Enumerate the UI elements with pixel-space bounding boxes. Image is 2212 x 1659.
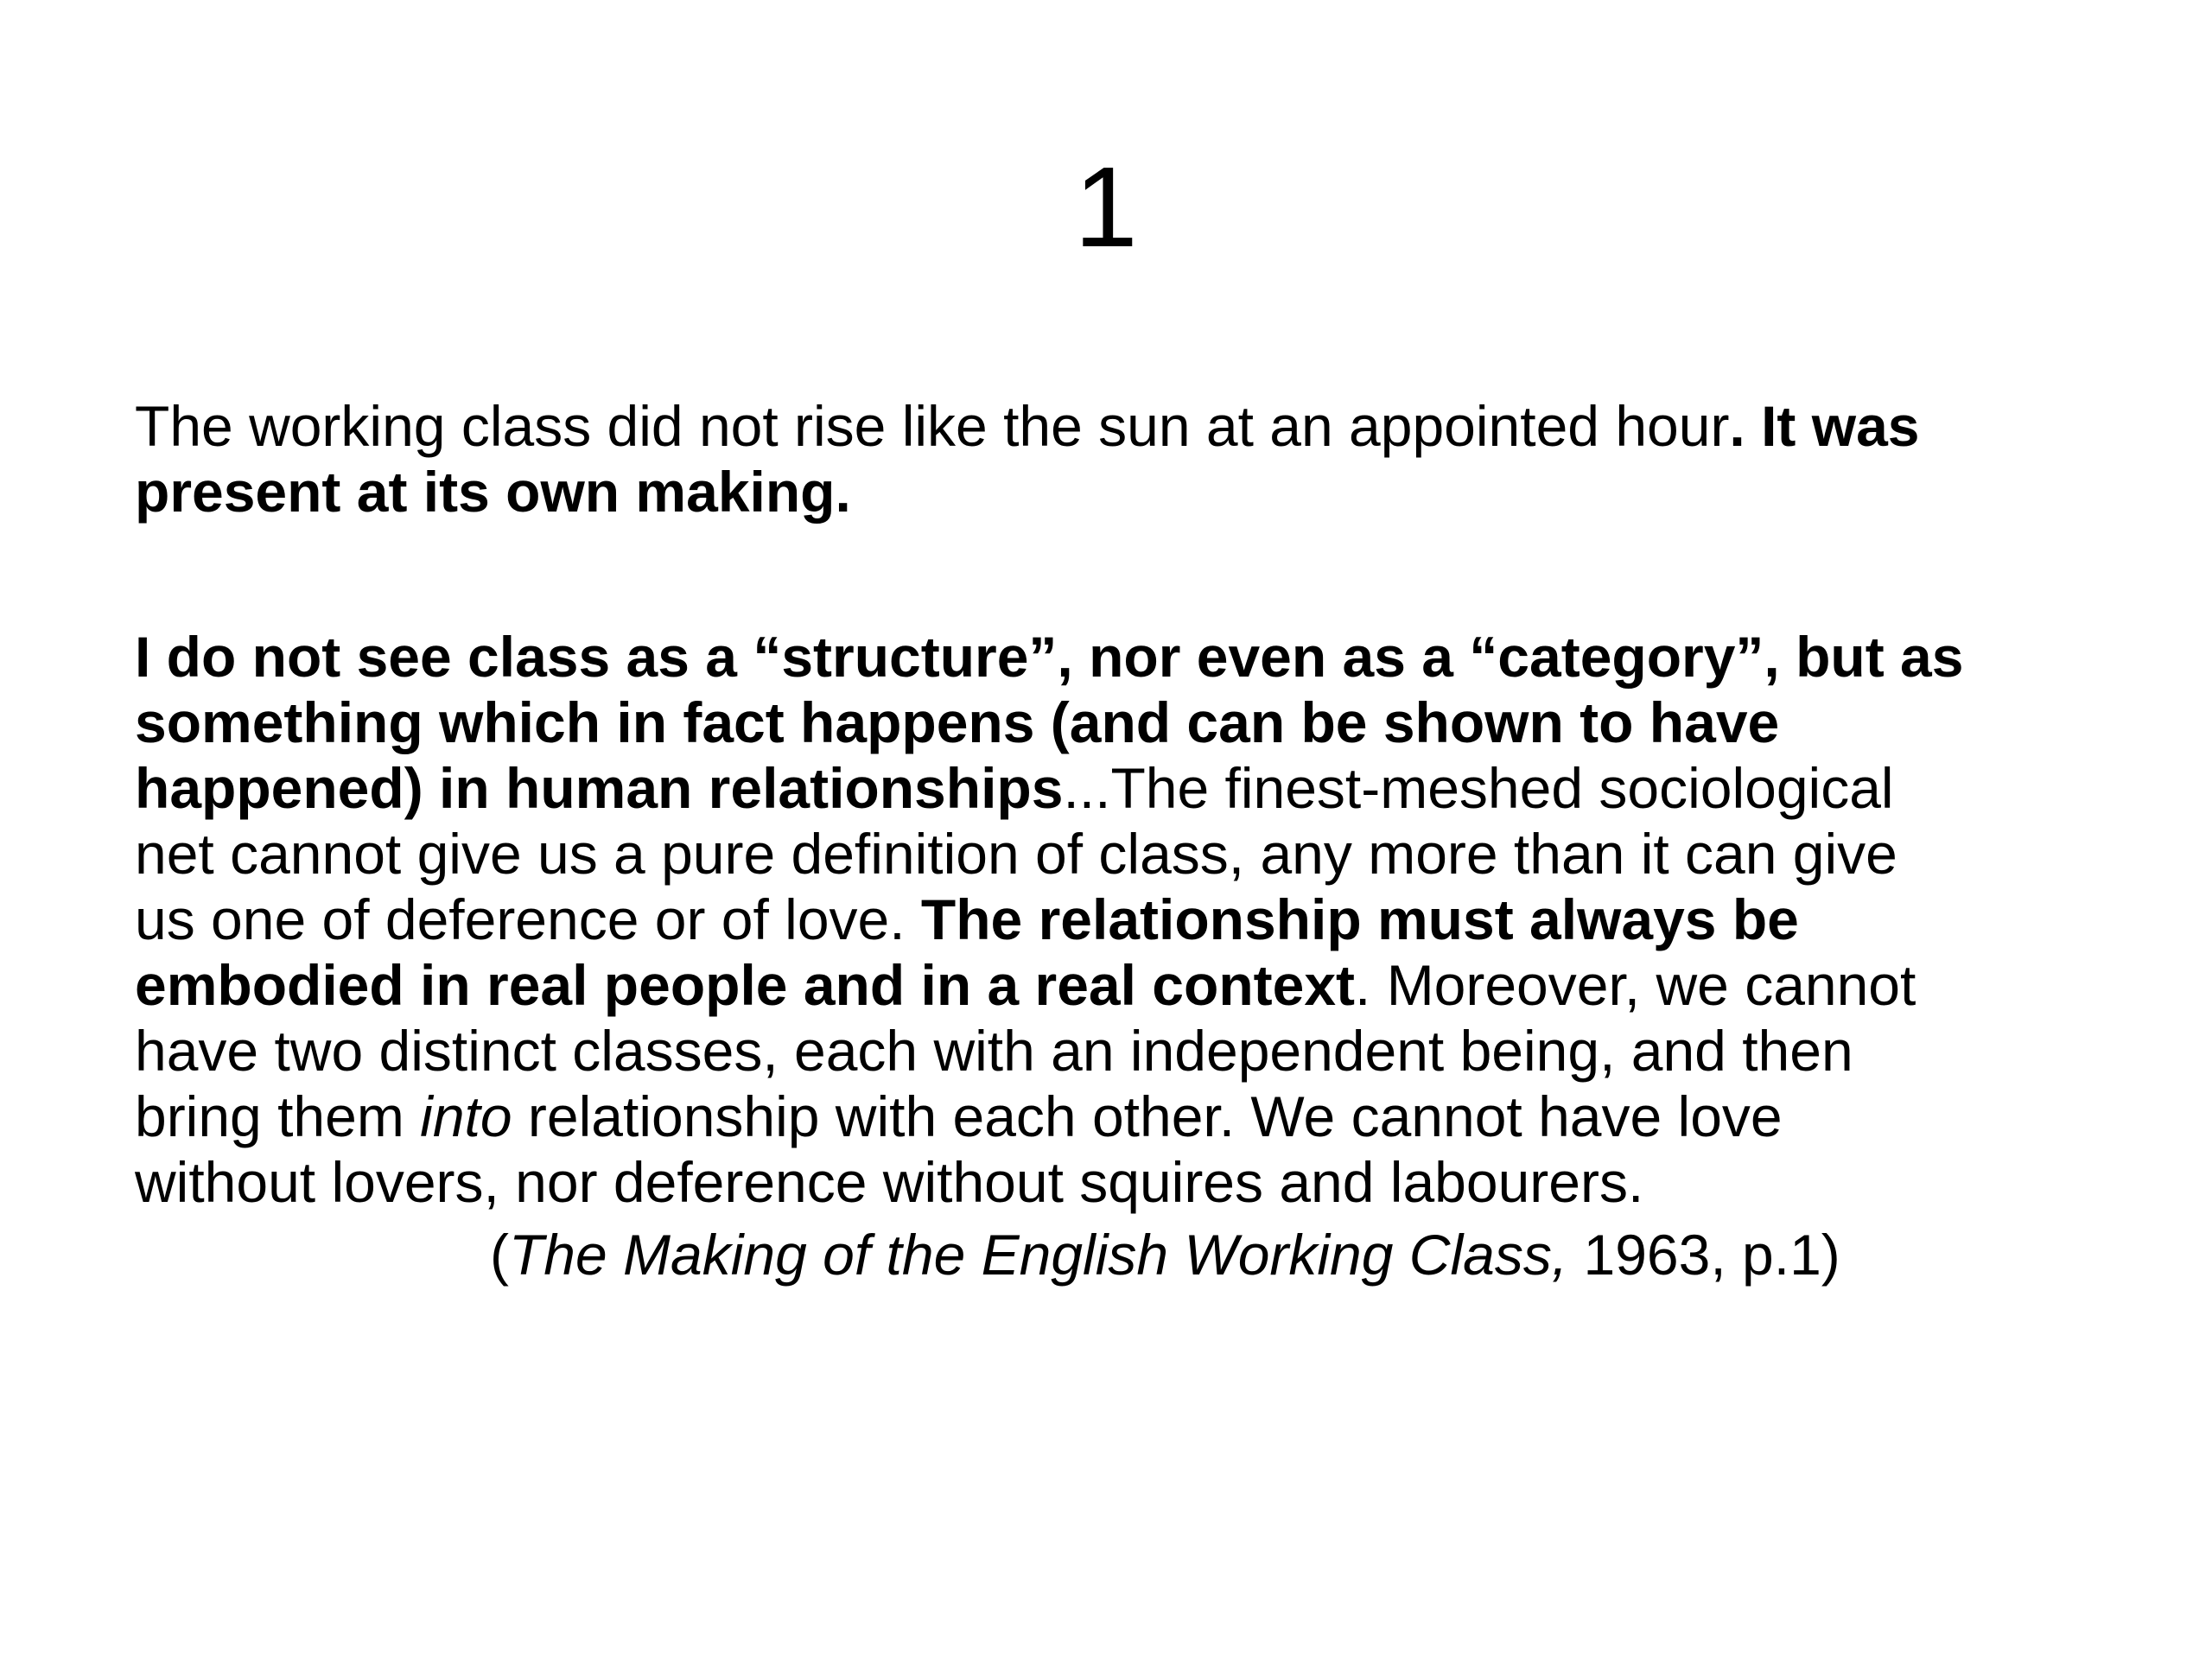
paragraph-making xyxy=(135,393,2105,524)
paragraph-2-italic: into xyxy=(420,1084,512,1148)
paragraph-class-definition xyxy=(135,624,2105,1215)
paragraph-2-regular-3: relationship with each other. We cannot have love without lovers, nor deference without squires and labourers. xyxy=(135,1084,1783,1214)
paragraph-1-bold: . It was present at its own making. xyxy=(135,394,1920,524)
citation-book-title: The Making of the English Working Class, xyxy=(508,1223,1568,1287)
paragraph-2-bold-2: The relationship must always be embodied in real people and in a real context xyxy=(135,887,1799,1017)
citation xyxy=(135,1222,2105,1287)
paragraph-1-regular: The working class did not rise like the sun at an appointed hour xyxy=(135,394,1730,458)
paragraph-2-regular-1: ...The finest-meshed sociological net cannot give us a pure definition of class, any more than it can give us one of deference or of love. xyxy=(135,756,1897,951)
citation-details: 1963, p.1) xyxy=(1567,1223,1840,1287)
citation-open-paren: ( xyxy=(490,1223,509,1287)
paragraph-2-bold-1: I do not see class as a “structure”, nor even as a “category”, but as something which in fact happens (and can be shown to have happened) in human relationships xyxy=(135,625,1964,820)
quote-body xyxy=(135,393,2105,1287)
paragraph-2-regular-2: . Moreover, we cannot have two distinct classes, each with an independent being, and then bring them xyxy=(135,953,1916,1148)
slide-number: 1 xyxy=(1074,143,1138,270)
